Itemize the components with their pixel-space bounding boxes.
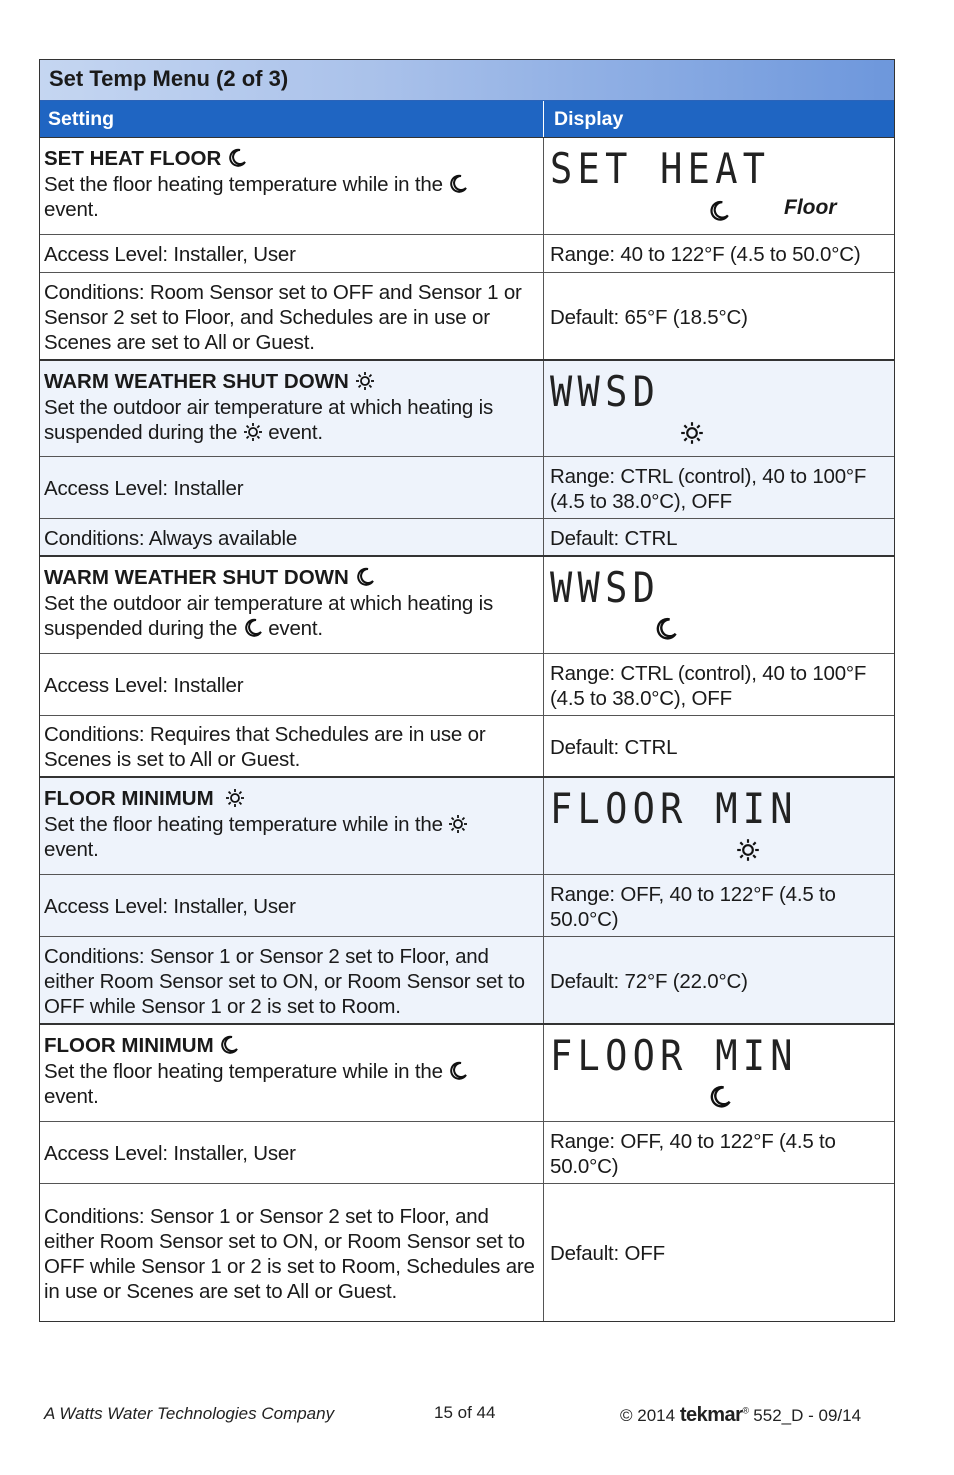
conditions-text: Conditions: Room Sensor set to OFF and Sensor 1 or Sensor 2 set to Floor, and Schedules are in use or Scenes are set to All or Guest. (40, 273, 544, 359)
footer-company: A Watts Water Technologies Company (44, 1404, 335, 1423)
moon-icon (355, 567, 375, 587)
moon-icon (227, 148, 247, 168)
moon-icon (708, 200, 730, 222)
display-cell (544, 1025, 894, 1121)
setting-cell (40, 778, 544, 874)
conditions-text: Conditions: Sensor 1 or Sensor 2 set to Floor, and either Room Sensor set to ON, or Room Sensor set to OFF while Sensor 1 or 2 is set to Room, Schedules are in use or Scenes are set to All or Guest. (40, 1184, 544, 1321)
range-value: Range: CTRL (control), 40 to 100°F (4.5 to 38.0°C), OFF (550, 661, 867, 710)
default-value: Default: CTRL (550, 735, 678, 759)
set-temp-menu-table (39, 59, 895, 1322)
setting-desc-end: event. (44, 1085, 99, 1108)
brand-registered-mark: ® (742, 1405, 749, 1416)
setting-cell (40, 361, 544, 456)
sun-icon (736, 838, 760, 862)
setting-desc: Set the floor heating temperature while in the (44, 1060, 443, 1083)
setting-desc-end: event. (44, 838, 99, 861)
lcd-display-text: WWSD (550, 367, 661, 416)
footer-copyright-block (620, 1404, 861, 1427)
moon-icon (654, 617, 678, 641)
access-level: Access Level: Installer, User (40, 235, 544, 272)
setting-desc: Set the floor heating temperature while in the (44, 813, 443, 836)
range-value: Range: OFF, 40 to 122°F (4.5 to 50.0°C) (550, 882, 836, 931)
brand-name: tekmar (679, 1404, 743, 1426)
display-cell (544, 361, 894, 456)
access-level: Access Level: Installer (40, 654, 544, 715)
lcd-display-text: SET HEAT (550, 144, 771, 193)
setting-heading: WARM WEATHER SHUT DOWN (44, 370, 349, 393)
section-floor-min-sun (40, 778, 894, 1025)
setting-cell (40, 557, 544, 653)
column-header-row (40, 101, 894, 138)
moon-icon (448, 174, 468, 194)
range-value: Range: CTRL (control), 40 to 100°F (4.5 to 38.0°C), OFF (550, 464, 867, 513)
setting-cell (40, 1025, 544, 1121)
access-level: Access Level: Installer, User (40, 1122, 544, 1183)
conditions-text: Conditions: Sensor 1 or Sensor 2 set to Floor, and either Room Sensor set to ON, or Room Sensor set to OFF while Sensor 1 or 2 is set to Room. (40, 937, 544, 1023)
access-level: Access Level: Installer (40, 457, 544, 518)
default-value: Default: 65°F (18.5°C) (550, 305, 748, 329)
moon-icon (448, 1061, 468, 1081)
default-value: Default: CTRL (550, 526, 678, 550)
moon-icon (243, 618, 263, 638)
col-display-header: Display (554, 108, 624, 130)
sun-icon (243, 422, 263, 442)
footer-doc-number: 552_D - 09/14 (753, 1406, 862, 1425)
setting-desc-end: event. (268, 617, 323, 640)
range-value: Range: 40 to 122°F (4.5 to 50.0°C) (550, 243, 861, 266)
moon-icon (708, 1085, 732, 1109)
setting-desc-end: event. (44, 198, 99, 221)
default-value: Default: 72°F (22.0°C) (550, 969, 748, 993)
footer-copyright: © 2014 (620, 1406, 676, 1425)
sun-icon (225, 788, 245, 808)
menu-title: Set Temp Menu (2 of 3) (40, 60, 894, 101)
lcd-display-text: FLOOR MIN (550, 1031, 798, 1080)
tekmar-logo (680, 1404, 749, 1426)
setting-desc: Set the outdoor air temperature at which heating is suspended during the (44, 396, 494, 444)
conditions-text: Conditions: Always available (40, 519, 544, 555)
col-setting-header: Setting (40, 101, 544, 137)
sun-icon (355, 371, 375, 391)
setting-heading: FLOOR MINIMUM (44, 787, 214, 810)
access-level: Access Level: Installer, User (40, 875, 544, 936)
lcd-display-text: WWSD (550, 563, 661, 612)
sun-icon (680, 421, 704, 445)
sun-icon (448, 814, 468, 834)
section-wwsd-sun (40, 361, 894, 557)
moon-icon (219, 1035, 239, 1055)
lcd-display-text: FLOOR MIN (550, 784, 798, 833)
setting-heading: WARM WEATHER SHUT DOWN (44, 566, 349, 589)
conditions-text: Conditions: Requires that Schedules are in use or Scenes is set to All or Guest. (40, 716, 544, 776)
default-value: Default: OFF (550, 1242, 665, 1265)
section-wwsd-moon (40, 557, 894, 778)
lcd-floor-label: Floor (784, 196, 837, 219)
display-cell (544, 138, 894, 234)
setting-cell (40, 138, 544, 234)
setting-desc-end: event. (268, 421, 323, 444)
section-set-heat-floor (40, 138, 894, 361)
setting-desc: Set the floor heating temperature while in the (44, 173, 443, 196)
setting-heading: SET HEAT FLOOR (44, 147, 222, 170)
display-cell (544, 557, 894, 653)
range-value: Range: OFF, 40 to 122°F (4.5 to 50.0°C) (550, 1129, 836, 1178)
footer-page-number: 15 of 44 (434, 1403, 496, 1422)
display-cell (544, 778, 894, 874)
section-floor-min-moon (40, 1025, 894, 1321)
setting-heading: FLOOR MINIMUM (44, 1034, 214, 1057)
setting-desc: Set the outdoor air temperature at which heating is suspended during the (44, 592, 494, 640)
